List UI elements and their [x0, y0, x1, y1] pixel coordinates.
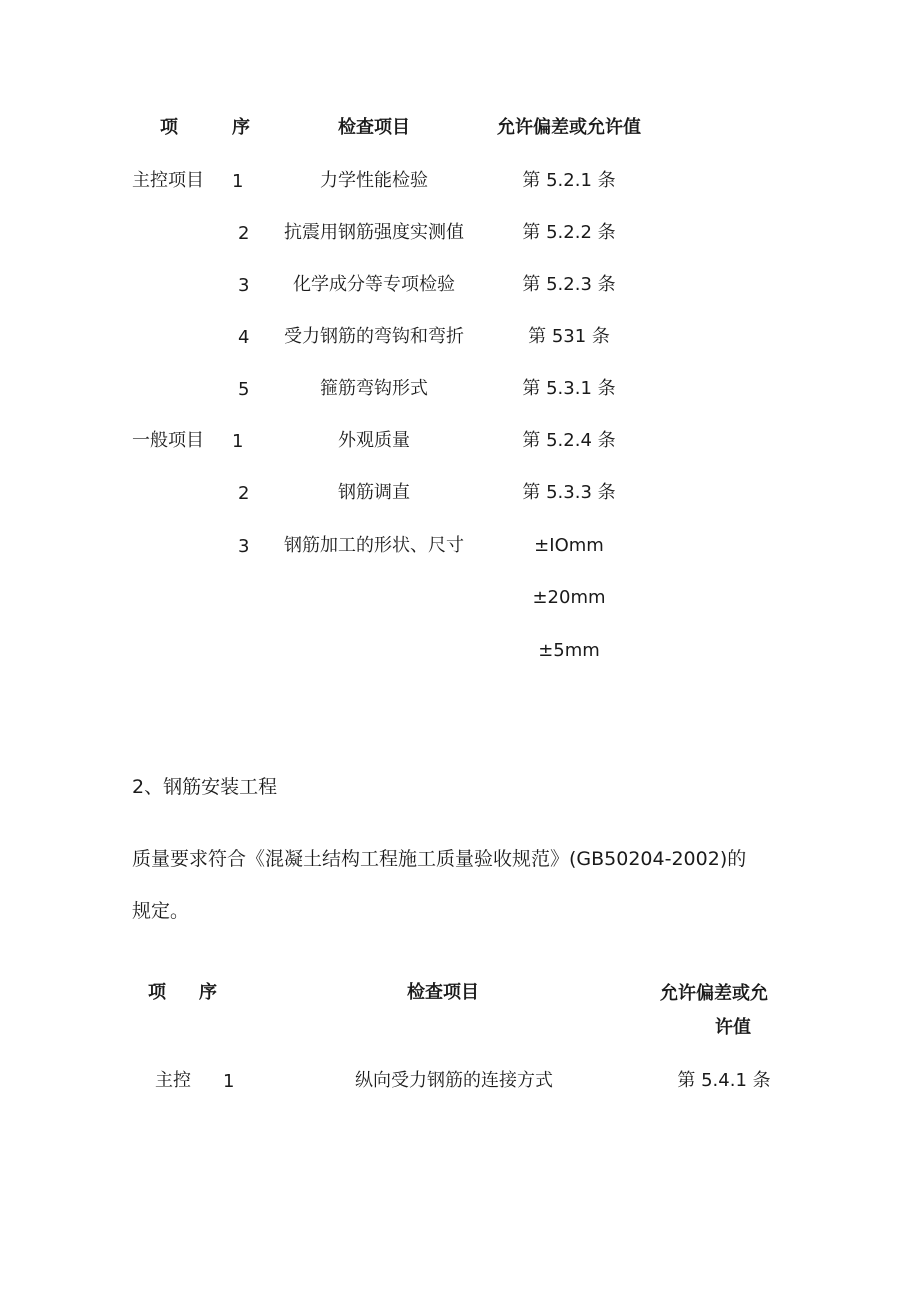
row-tolerance: 第 5.2.3 条	[522, 274, 616, 295]
row-check-item: 力学性能检验	[320, 170, 428, 191]
extra-tolerance: ±5mm	[538, 640, 600, 661]
extra-tolerance: ±20mm	[532, 587, 606, 608]
row-tolerance: 第 5.2.1 条	[522, 170, 616, 191]
table2-header-seq: 序	[199, 982, 217, 1003]
row-check-item: 抗震用钢筋强度实测值	[284, 222, 464, 243]
row-check-item: 受力钢筋的弯钩和弯折	[284, 326, 464, 347]
row-seq: 1	[232, 171, 244, 192]
row-tolerance: 第 5.2.4 条	[522, 430, 616, 451]
table1-header-tolerance: 允许偏差或允许值	[497, 117, 641, 138]
table1-group-general: 一般项目	[132, 430, 204, 451]
row-check-item: 箍筋弯钩形式	[320, 378, 428, 399]
row-check-item: 纵向受力钢筋的连接方式	[355, 1070, 553, 1091]
table2-header-tolerance-line1: 允许偏差或允	[660, 983, 768, 1004]
row-check-item: 化学成分等专项检验	[293, 274, 455, 295]
table2-header-tolerance-line2: 许值	[715, 1017, 751, 1038]
row-tolerance: 第 531 条	[528, 326, 610, 347]
row-item: 主控	[155, 1070, 191, 1091]
row-check-item: 钢筋加工的形状、尺寸	[284, 535, 464, 556]
row-seq: 2	[238, 223, 250, 244]
section-heading: 2、钢筋安装工程	[132, 776, 278, 798]
row-seq: 1	[223, 1071, 235, 1092]
row-tolerance: 第 5.3.3 条	[522, 482, 616, 503]
table1-header-seq: 序	[232, 117, 250, 138]
row-check-item: 外观质量	[338, 430, 410, 451]
table1-group-main: 主控项目	[132, 170, 204, 191]
paragraph-line-1: 质量要求符合《混凝土结构工程施工质量验收规范》(GB50204-2002)的	[132, 848, 747, 870]
row-seq: 2	[238, 483, 250, 504]
row-seq: 5	[238, 379, 250, 400]
row-seq: 3	[238, 275, 250, 296]
table2-header-check: 检查项目	[407, 982, 479, 1003]
row-tolerance: ±IOmm	[534, 535, 604, 556]
row-seq: 1	[232, 431, 244, 452]
row-tolerance: 第 5.4.1 条	[677, 1070, 771, 1091]
row-tolerance: 第 5.3.1 条	[522, 378, 616, 399]
table2-header-item: 项	[148, 982, 166, 1003]
row-check-item: 钢筋调直	[338, 482, 410, 503]
table1-header-check: 检查项目	[338, 117, 410, 138]
row-tolerance: 第 5.2.2 条	[522, 222, 616, 243]
row-seq: 3	[238, 536, 250, 557]
row-seq: 4	[238, 327, 250, 348]
table1-header-item: 项	[160, 117, 178, 138]
paragraph-line-2: 规定。	[132, 900, 190, 922]
